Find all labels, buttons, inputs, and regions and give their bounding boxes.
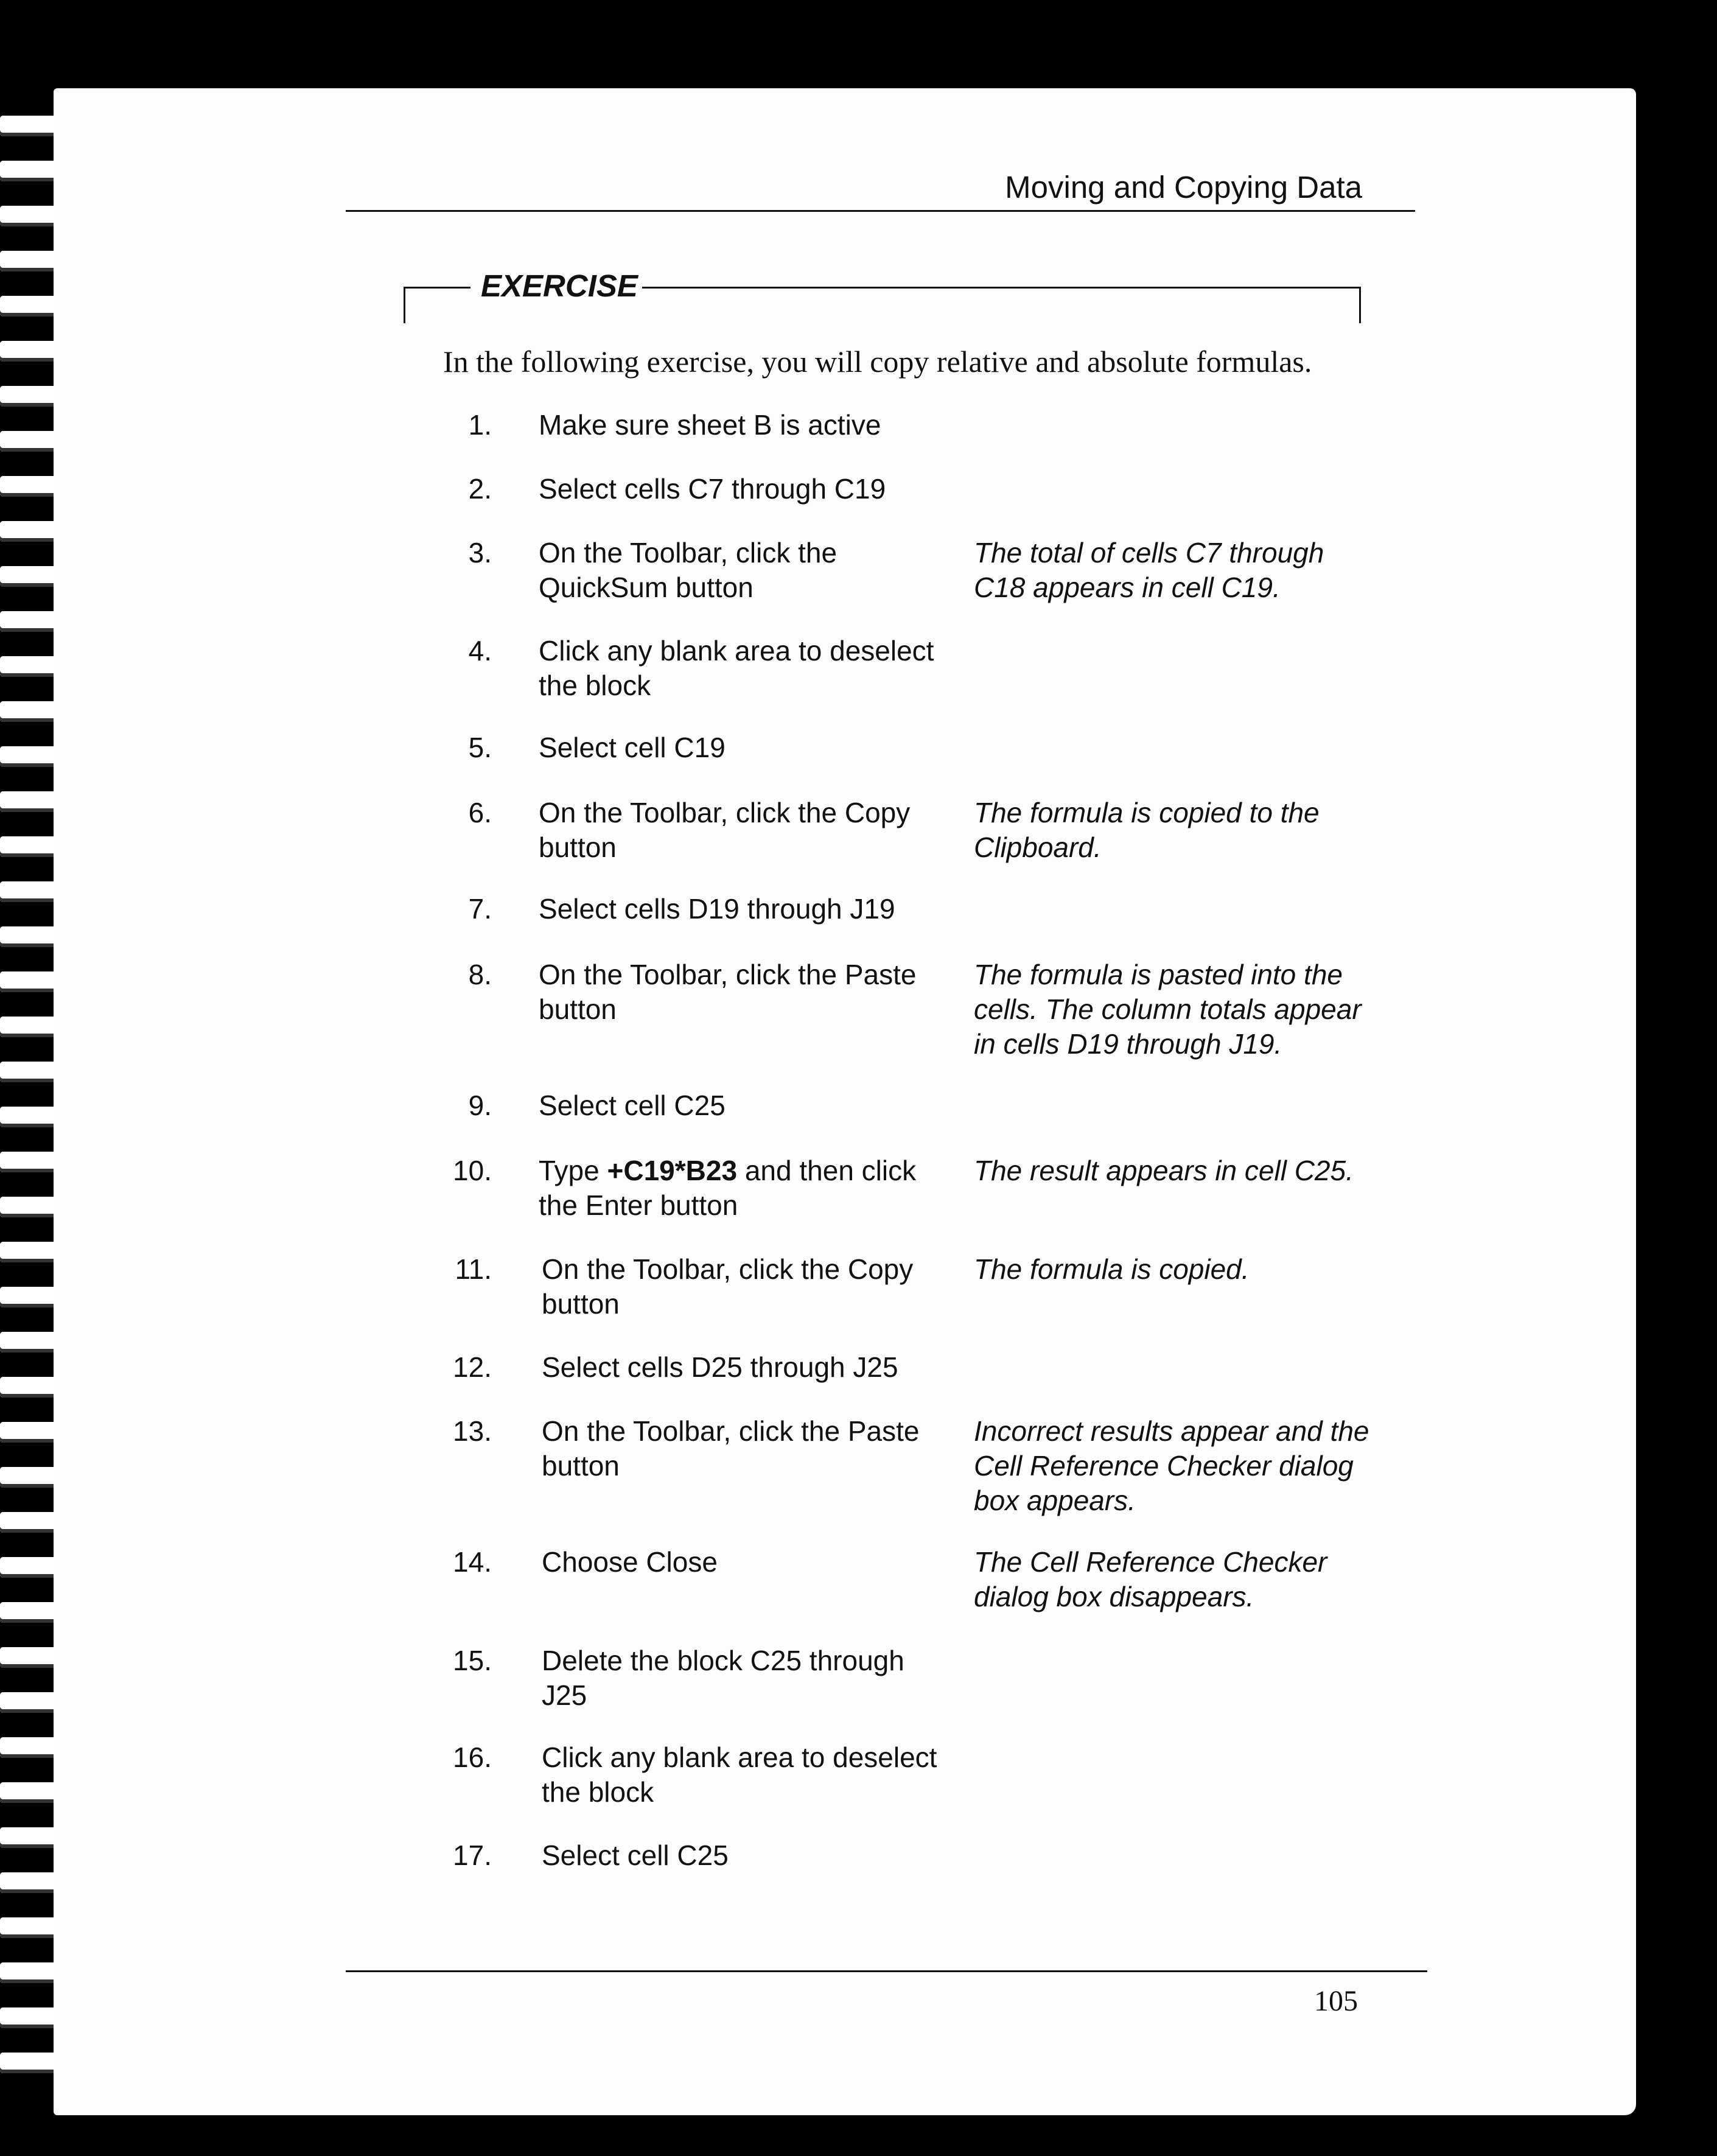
step-number: 14. xyxy=(453,1546,492,1578)
step-note: Incorrect results appear and the Cell Reference Checker dialog box appears. xyxy=(974,1415,1369,1516)
step-number: 15. xyxy=(453,1645,492,1676)
step-text: Select cells D25 through J25 xyxy=(542,1351,898,1383)
step-number: 2. xyxy=(468,473,492,505)
step-text: On the Toolbar, click the Paste button xyxy=(542,1415,920,1482)
step-text-part: Type xyxy=(539,1155,607,1186)
step-text: Make sure sheet B is active xyxy=(539,409,881,441)
header-rule xyxy=(346,210,1415,212)
step-number: 9. xyxy=(468,1090,492,1121)
step-text: Click any blank area to deselect the block xyxy=(542,1741,937,1808)
running-header: Moving and Copying Data xyxy=(1005,170,1362,205)
exercise-intro: In the following exercise, you will copy relative and absolute formulas. xyxy=(443,345,1312,379)
step-text: Select cell C19 xyxy=(539,732,726,763)
step-number: 4. xyxy=(468,635,492,667)
step-text: Click any blank area to deselect the block xyxy=(539,635,934,701)
step-note: The formula is copied to the Clipboard. xyxy=(974,797,1320,863)
step-text: Select cell C25 xyxy=(542,1839,729,1871)
step-number: 3. xyxy=(468,537,492,569)
step-text: On the Toolbar, click the QuickSum button xyxy=(539,537,838,603)
exercise-frame xyxy=(404,287,470,289)
step-number: 1. xyxy=(468,409,492,441)
step-note: The formula is pasted into the cells. The column totals appear in cells D19 through J19. xyxy=(974,959,1362,1060)
step-number: 10. xyxy=(453,1155,492,1186)
step-text: Choose Close xyxy=(542,1546,718,1578)
step-text xyxy=(539,1153,959,1223)
step-text: Delete the block C25 through J25 xyxy=(542,1645,904,1711)
step-text: On the Toolbar, click the Copy button xyxy=(539,797,911,863)
step-note: The result appears in cell C25. xyxy=(974,1155,1354,1186)
step-number: 12. xyxy=(453,1351,492,1383)
step-text: On the Toolbar, click the Paste button xyxy=(539,959,917,1025)
step-number: 13. xyxy=(453,1415,492,1447)
step-number: 6. xyxy=(468,797,492,828)
step-number: 17. xyxy=(453,1839,492,1871)
exercise-frame xyxy=(642,287,1360,289)
step-note: The formula is copied. xyxy=(974,1253,1250,1285)
step-text-part: and then click the Enter button xyxy=(539,1155,917,1221)
step-text: Select cell C25 xyxy=(539,1090,726,1121)
step-number: 5. xyxy=(468,732,492,763)
exercise-frame xyxy=(404,287,405,323)
step-number: 8. xyxy=(468,959,492,990)
footer-rule xyxy=(346,1970,1427,1972)
exercise-frame xyxy=(1359,287,1361,323)
step-number: 16. xyxy=(453,1741,492,1773)
step-text: Select cells D19 through J19 xyxy=(539,893,895,925)
step-number: 11. xyxy=(455,1253,492,1285)
step-number: 7. xyxy=(468,893,492,925)
formula-text: +C19*B23 xyxy=(607,1155,738,1186)
step-text: Select cells C7 through C19 xyxy=(539,473,886,505)
step-note: The total of cells C7 through C18 appears in cell C19. xyxy=(974,537,1324,603)
exercise-heading: EXERCISE xyxy=(481,268,638,303)
book-page xyxy=(54,88,1636,2115)
step-note: The Cell Reference Checker dialog box disappears. xyxy=(974,1546,1327,1612)
step-text: On the Toolbar, click the Copy button xyxy=(542,1253,914,1320)
page-number: 105 xyxy=(1314,1985,1358,2017)
